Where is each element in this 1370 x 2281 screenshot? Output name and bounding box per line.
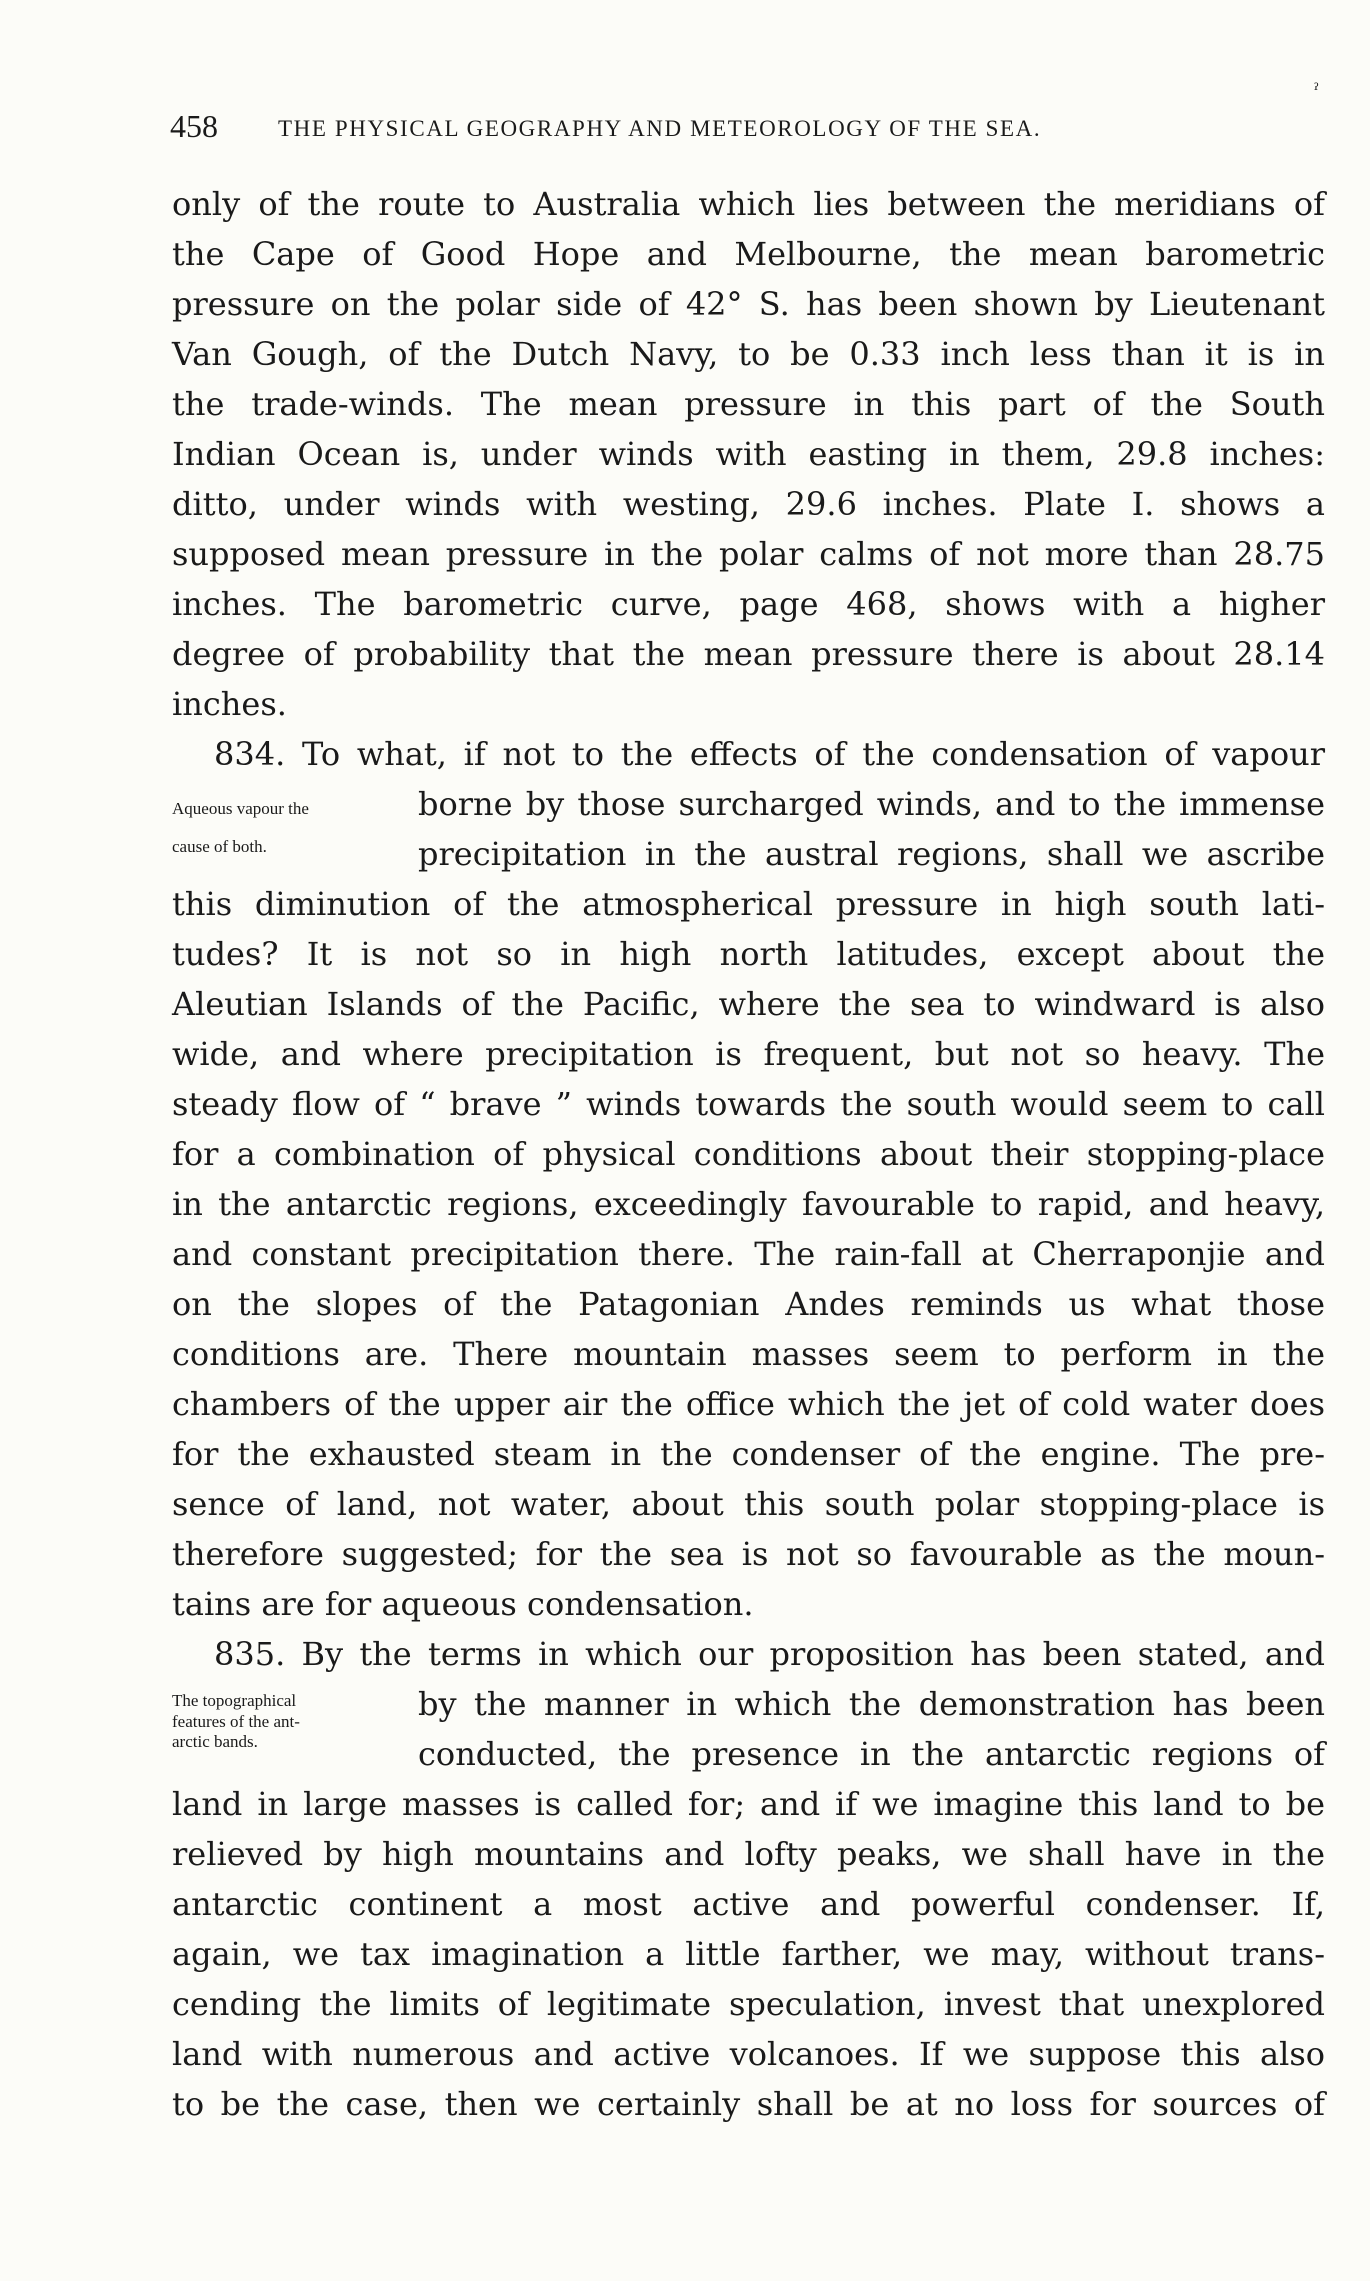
text-line-4: Van Gough, of the Dutch Navy, to be 0.33 inch less than it is in [172, 335, 1325, 373]
text-line-27: sence of land, not water, about this south polar stopping-place is [172, 1485, 1325, 1523]
text-line-2: the Cape of Good Hope and Melbourne, the mean barometric [172, 235, 1325, 273]
text-line-18: wide, and where precipitation is frequent, but not so heavy. The [172, 1035, 1325, 1073]
text-line-14: precipitation in the austral regions, shall we ascribe [418, 835, 1325, 873]
text-line-38: land with numerous and active volcanoes. If we suppose this also [172, 2035, 1325, 2073]
text-line-33: land in large masses is called for; and if we imagine this land to be [172, 1785, 1325, 1823]
text-line-22: and constant precipitation there. The rain-fall at Cherraponjie and [172, 1235, 1325, 1273]
text-line-37: cending the limits of legitimate speculation, invest that unexplored [172, 1985, 1325, 2023]
text-line-11: inches. [172, 685, 287, 723]
text-line-15: this diminution of the atmospherical pressure in high south lati- [172, 885, 1325, 923]
text-line-36: again, we tax imagination a little farther, we may, without trans- [172, 1935, 1325, 1973]
text-line-1: only of the route to Australia which lies between the meridians of [172, 185, 1325, 223]
text-line-6: Indian Ocean is, under winds with easting in them, 29.8 inches: [172, 435, 1325, 473]
text-line-10: degree of probability that the mean pressure there is about 28.14 [172, 635, 1325, 673]
text-line-3: pressure on the polar side of 42° S. has been shown by Lieutenant [172, 285, 1325, 323]
text-line-23: on the slopes of the Patagonian Andes reminds us what those [172, 1285, 1325, 1323]
text-line-28: therefore suggested; for the sea is not so favourable as the moun- [172, 1535, 1325, 1573]
text-line-35: antarctic continent a most active and powerful condenser. If, [172, 1885, 1325, 1923]
paragraph-834-start: 834. To what, if not to the effects of the condensation of vapour [214, 735, 1325, 773]
text-line-9: inches. The barometric curve, page 468, shows with a higher [172, 585, 1325, 623]
text-line-31: by the manner in which the demonstration has been [418, 1685, 1325, 1723]
page-number: 458 [170, 108, 218, 144]
text-line-8: supposed mean pressure in the polar calms of not more than 28.75 [172, 535, 1325, 573]
text-line-7: ditto, under winds with westing, 29.6 inches. Plate I. shows a [172, 485, 1325, 523]
text-line-25: chambers of the upper air the office which the jet of cold water does [172, 1385, 1325, 1423]
text-line-17: Aleutian Islands of the Pacific, where the sea to windward is also [172, 985, 1325, 1023]
text-line-26: for the exhausted steam in the condenser of the engine. The pre- [172, 1435, 1325, 1473]
text-line-24: conditions are. There mountain masses seem to perform in the [172, 1335, 1325, 1373]
text-line-19: steady flow of “ brave ” winds towards the south would seem to call [172, 1085, 1325, 1123]
margin-note-835-line-1: The topographical [172, 1691, 297, 1710]
margin-note-835-line-2: features of the ant- [172, 1712, 300, 1731]
margin-note-834-line-1: Aqueous vapour the [172, 799, 309, 818]
running-title: THE PHYSICAL GEOGRAPHY AND METEOROLOGY OF THE SEA. [278, 116, 1042, 141]
text-line-13: borne by those surcharged winds, and to the immense [418, 785, 1325, 823]
text-line-21: in the antarctic regions, exceedingly favourable to rapid, and heavy, [172, 1185, 1325, 1223]
text-line-32: conducted, the presence in the antarctic regions of [418, 1735, 1325, 1773]
text-line-34: relieved by high mountains and lofty peaks, we shall have in the [172, 1835, 1325, 1873]
paragraph-835-start: 835. By the terms in which our proposition has been stated, and [214, 1635, 1325, 1673]
text-line-16: tudes? It is not so in high north latitudes, except about the [172, 935, 1325, 973]
margin-note-834-line-2: cause of both. [172, 837, 267, 856]
margin-note-835-line-3: arctic bands. [172, 1732, 258, 1751]
corner-mark: ˀ [1314, 80, 1320, 101]
text-line-39: to be the case, then we certainly shall be at no loss for sources of [172, 2085, 1325, 2123]
text-line-5: the trade-winds. The mean pressure in this part of the South [172, 385, 1325, 423]
running-header [170, 108, 1270, 148]
text-line-29: tains are for aqueous condensation. [172, 1585, 754, 1623]
text-line-20: for a combination of physical conditions about their stopping-place [172, 1135, 1325, 1173]
